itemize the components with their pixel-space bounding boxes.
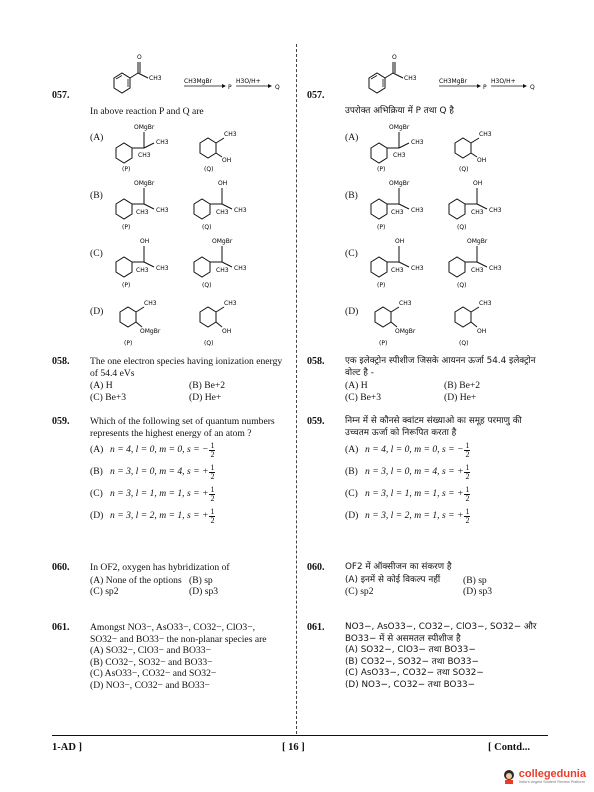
svg-text:CH3: CH3	[411, 265, 424, 272]
acetophenone-structure	[347, 44, 547, 100]
option-b[interactable]: (B) sp	[463, 574, 487, 586]
svg-text:(Q): (Q)	[457, 224, 467, 231]
svg-text:CH3: CH3	[391, 267, 404, 274]
option-label: (A)	[345, 132, 359, 143]
option-c[interactable]: (C) Be+3	[90, 391, 127, 403]
question-number: 057.	[52, 90, 70, 101]
option-b[interactable]: (B) sp	[189, 574, 213, 586]
svg-text:OMgBr: OMgBr	[389, 124, 410, 131]
svg-text:CH3: CH3	[489, 207, 502, 214]
option-c[interactable]: (C) AsO33−, CO32− and SO32−	[90, 668, 217, 680]
svg-text:CH3: CH3	[224, 300, 237, 307]
question-stem: Amongst NO3−, AsO33−, CO32−, ClO3−, SO32− and BO33− the non-planar species are	[90, 622, 267, 645]
option-label: (D)	[90, 306, 104, 317]
svg-text:Q: Q	[530, 84, 535, 91]
question-57	[52, 44, 284, 349]
svg-text:OH: OH	[395, 238, 405, 245]
question-stem: NO3−, AsO33−, CO32−, ClO3−, SO32− और BO33− में से असमतल स्पीशीज है	[345, 622, 537, 644]
question-number: 059.	[307, 416, 325, 427]
svg-text:(P): (P)	[377, 224, 386, 231]
option-d[interactable]: (D) n = 3, l = 2, m = 1, s = + $\frac{1}{2}$	[345, 506, 470, 525]
svg-text:CH3: CH3	[411, 139, 424, 146]
grignard-reagent: CH3MgBr	[184, 78, 213, 85]
option-c[interactable]: (C) sp2	[90, 586, 119, 598]
svg-text:OMgBr: OMgBr	[134, 124, 155, 131]
question-number: 060.	[307, 562, 325, 573]
svg-text:OH: OH	[218, 180, 228, 187]
question-number: 058.	[307, 356, 325, 367]
svg-text:(Q): (Q)	[202, 224, 212, 231]
svg-text:CH3: CH3	[489, 265, 502, 272]
product-p-label: P	[228, 84, 232, 91]
option-a[interactable]: (A) SO32−, ClO3− and BO33−	[90, 645, 211, 657]
column-divider	[296, 44, 297, 734]
question-57	[307, 44, 539, 349]
option-a[interactable]	[52, 118, 284, 174]
option-d[interactable]: (D) NO3−, CO32− तथा BO33−	[345, 679, 476, 690]
svg-text:(P): (P)	[122, 166, 131, 173]
svg-text:CH3: CH3	[479, 131, 492, 138]
option-d[interactable]: (D) NO3−, CO32− and BO33−	[90, 679, 210, 691]
svg-text:OMgBr: OMgBr	[212, 238, 233, 245]
option-d[interactable]	[307, 292, 539, 348]
svg-text:CH3: CH3	[479, 300, 492, 307]
svg-text:OMgBr: OMgBr	[389, 180, 410, 187]
option-b[interactable]: (B) CO32−, SO32− तथा BO33−	[345, 656, 479, 667]
option-a[interactable]: (A) n = 4, l = 0, m = 0, s = − $\frac{1}{2}$	[90, 440, 215, 459]
option-label: (C)	[90, 248, 103, 259]
option-label: (B)	[90, 190, 103, 201]
option-b[interactable]: (B) Be+2	[444, 380, 481, 392]
option-d[interactable]: (D) sp3	[189, 586, 219, 598]
svg-text:OMgBr: OMgBr	[467, 238, 488, 245]
workup-reagent: H3O/H+	[236, 78, 261, 85]
option-a[interactable]	[307, 118, 539, 174]
option-b[interactable]	[307, 174, 539, 230]
option-a[interactable]: (A) H	[345, 380, 368, 392]
methyl-label: CH3	[149, 75, 162, 82]
svg-text:(Q): (Q)	[459, 340, 469, 347]
option-label: (D)	[345, 306, 359, 317]
option-a[interactable]: (A) SO32−, ClO3− तथा BO33−	[345, 645, 476, 656]
svg-text:OMgBr: OMgBr	[140, 328, 161, 335]
svg-text:(P): (P)	[124, 340, 133, 347]
question-stem: एक इलेक्ट्रोन स्पीशीज जिसके आयनन ऊर्जा 54.4 इलेक्ट्रोन वोल्ट है -	[345, 356, 536, 378]
svg-text:OH: OH	[222, 328, 232, 335]
svg-text:H3O/H+: H3O/H+	[491, 78, 516, 85]
option-label: (A)	[90, 132, 104, 143]
option-a[interactable]: (A) H	[90, 380, 113, 392]
option-label: (B)	[345, 190, 358, 201]
svg-text:CH3: CH3	[216, 209, 229, 216]
option-d[interactable]: (D) He+	[189, 391, 222, 403]
question-stem: The one electron species having ionization energy of 54.4 eVs	[90, 356, 283, 379]
reaction-scheme	[347, 44, 547, 104]
question-stem: Which of the following set of quantum numbers represents the highest energy of an atom ?	[90, 416, 275, 439]
svg-text:CH3: CH3	[136, 267, 149, 274]
question-number: 061.	[52, 622, 70, 633]
svg-text:CH3: CH3	[144, 300, 157, 307]
svg-text:OH: OH	[140, 238, 150, 245]
svg-text:OH: OH	[477, 157, 487, 164]
question-stem: In above reaction P and Q are	[90, 106, 204, 117]
svg-text:(Q): (Q)	[204, 340, 214, 347]
svg-text:(P): (P)	[379, 340, 388, 347]
option-d-structures	[365, 292, 535, 348]
svg-text:OMgBr: OMgBr	[134, 180, 155, 187]
question-number: 060.	[52, 562, 70, 573]
svg-text:CH3: CH3	[471, 209, 484, 216]
page-number: [ 16 ]	[282, 742, 305, 753]
footer-rule	[52, 735, 548, 736]
question-number: 058.	[52, 356, 70, 367]
question-number: 061.	[307, 622, 325, 633]
svg-text:CH3: CH3	[234, 207, 247, 214]
acetophenone-structure	[92, 44, 292, 100]
option-d[interactable]	[52, 292, 284, 348]
option-c[interactable]: (C) sp2	[345, 586, 374, 598]
svg-text:CH3: CH3	[234, 265, 247, 272]
svg-text:CH3: CH3	[393, 152, 406, 159]
question-stem: In OF2, oxygen has hybridization of	[90, 562, 230, 573]
footer-code: 1-AD ]	[52, 742, 83, 753]
svg-text:(Q): (Q)	[459, 166, 469, 173]
logo-subtext: India's largest Student Review Platform	[518, 780, 585, 784]
logo-text: collegedunia	[518, 768, 586, 780]
option-b-structures	[365, 174, 535, 232]
collegedunia-logo	[501, 768, 586, 784]
svg-text:OMgBr: OMgBr	[395, 328, 416, 335]
product-q-label: Q	[275, 84, 280, 91]
option-d-structures	[110, 292, 280, 348]
svg-text:CH3: CH3	[411, 207, 424, 214]
svg-text:(Q): (Q)	[202, 282, 212, 289]
option-d[interactable]: (D) sp3	[463, 586, 493, 598]
svg-text:(P): (P)	[377, 166, 386, 173]
option-b-structures	[110, 174, 280, 232]
question-stem: उपरोक्त अभिक्रिया में P तथा Q है	[345, 106, 454, 116]
svg-text:CH3: CH3	[391, 209, 404, 216]
svg-text:CH3: CH3	[404, 75, 417, 82]
option-b[interactable]: (B) n = 3, l = 0, m = 4, s = + $\frac{1}{2}$	[90, 462, 215, 481]
question-number: 057.	[307, 90, 325, 101]
option-c[interactable]: (C) Be+3	[345, 391, 382, 403]
svg-text:CH3MgBr: CH3MgBr	[439, 78, 468, 85]
svg-text:O: O	[392, 54, 397, 61]
svg-text:(P): (P)	[377, 282, 386, 289]
svg-text:CH3: CH3	[471, 267, 484, 274]
option-a[interactable]: (A) None of the options	[90, 574, 182, 586]
option-c-structures	[365, 232, 535, 290]
option-b[interactable]: (B) n = 3, l = 0, m = 4, s = + $\frac{1}{2}$	[345, 462, 470, 481]
question-stem: निम्न में से कौनसे क्वांटम संख्याओ का समूह परमाणु की उच्चतम ऊर्जा को निरूपित करता है	[345, 416, 522, 438]
option-b[interactable]	[52, 174, 284, 230]
svg-text:CH3: CH3	[399, 300, 412, 307]
svg-text:OH: OH	[222, 157, 232, 164]
svg-text:CH3: CH3	[136, 209, 149, 216]
svg-text:CH3: CH3	[156, 139, 169, 146]
option-d[interactable]: (D) n = 3, l = 2, m = 1, s = + $\frac{1}{2}$	[90, 506, 215, 525]
option-b[interactable]: (B) CO32−, SO32− and BO33−	[90, 656, 213, 668]
option-a[interactable]: (A) इनमें से कोई विकल्प नहीं	[345, 574, 441, 585]
svg-text:OH: OH	[473, 180, 483, 187]
option-c-structures	[110, 232, 280, 290]
reaction-scheme	[92, 44, 292, 104]
svg-text:CH3: CH3	[156, 265, 169, 272]
svg-text:CH3: CH3	[156, 207, 169, 214]
option-c[interactable]: (C) n = 3, l = 1, m = 1, s = + $\frac{1}{2}$	[345, 484, 470, 503]
option-c[interactable]: (C) n = 3, l = 1, m = 1, s = + $\frac{1}{2}$	[90, 484, 215, 503]
option-d[interactable]: (D) He+	[444, 391, 477, 403]
option-c[interactable]	[307, 232, 539, 288]
option-a[interactable]: (A) n = 4, l = 0, m = 0, s = − $\frac{1}{2}$	[345, 440, 470, 459]
option-c[interactable]	[52, 232, 284, 288]
svg-text:(Q): (Q)	[204, 166, 214, 173]
footer-continued: [ Contd...	[488, 742, 531, 753]
logo-icon	[501, 768, 517, 784]
svg-text:(Q): (Q)	[457, 282, 467, 289]
svg-text:P: P	[483, 84, 487, 91]
svg-text:OH: OH	[477, 328, 487, 335]
svg-text:CH3: CH3	[138, 152, 151, 159]
option-a-structures	[365, 118, 535, 174]
oxygen-label: O	[137, 54, 142, 61]
svg-text:(P): (P)	[122, 224, 131, 231]
option-c[interactable]: (C) AsO33−, CO32− तथा SO32−	[345, 668, 484, 679]
svg-text:CH3: CH3	[224, 131, 237, 138]
option-label: (C)	[345, 248, 358, 259]
option-a-structures	[110, 118, 280, 174]
question-number: 059.	[52, 416, 70, 427]
option-b[interactable]: (B) Be+2	[189, 380, 226, 392]
svg-text:CH3: CH3	[216, 267, 229, 274]
svg-text:(P): (P)	[122, 282, 131, 289]
question-stem: OF2 में ऑक्सीजन का संकरण है	[345, 562, 452, 572]
